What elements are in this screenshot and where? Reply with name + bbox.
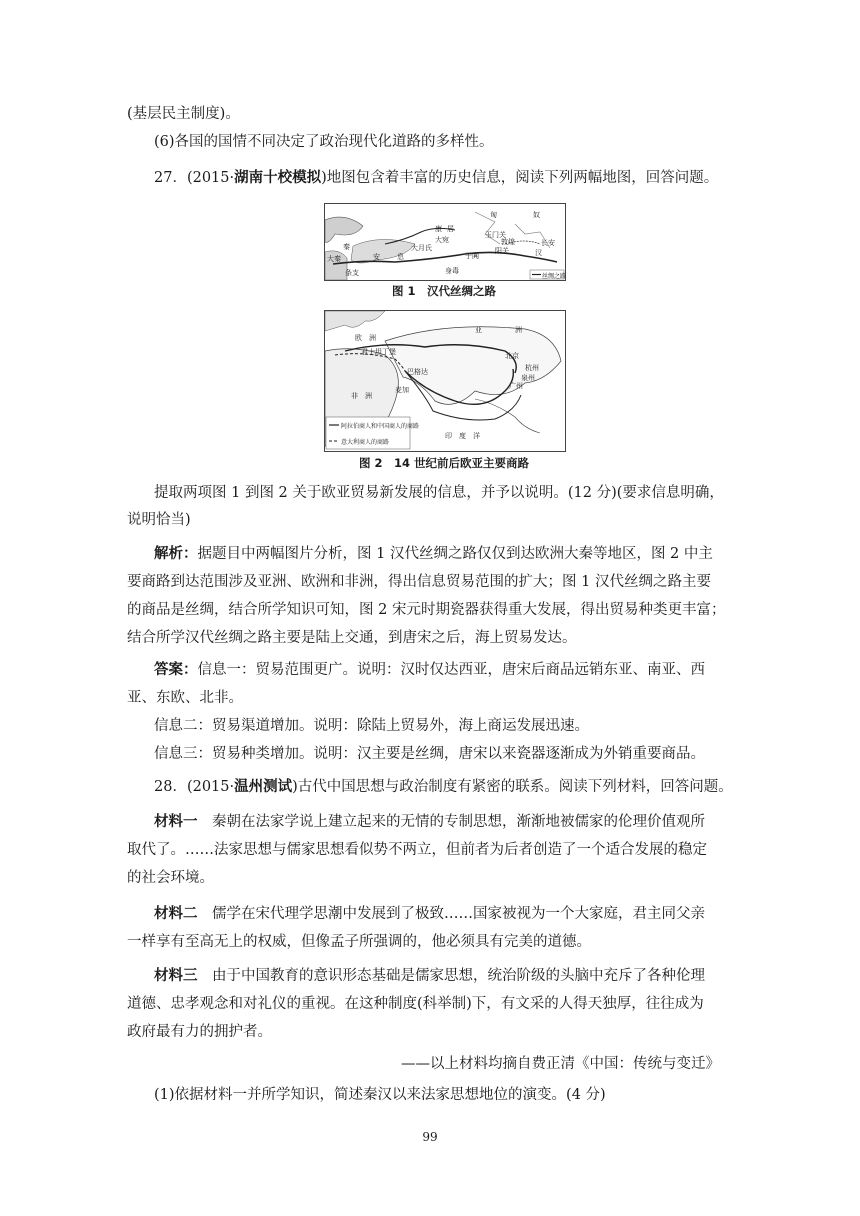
text-line: (基层民主制度)。 — [127, 106, 240, 122]
question-27-title — [154, 168, 764, 188]
text-line: 提取两项图 1 到图 2 关于欧亚贸易新发展的信息，并予以说明。(12 分)(要求信息明确， — [154, 485, 724, 501]
answer-label: 答案： — [154, 661, 198, 678]
map-label: 长安 — [541, 239, 555, 247]
text-line: (6)各国的国情不同决定了政治现代化道路的多样性。 — [154, 134, 494, 150]
figure-2-map — [324, 310, 566, 452]
map-label: 大秦 — [327, 255, 341, 263]
map-label: 匈 — [490, 211, 497, 219]
figure-1-caption: 图 1 汉代丝绸之路 — [391, 284, 496, 298]
page-number: 99 — [422, 1130, 438, 1144]
material-line: 政府最有力的拥护者。 — [127, 1024, 272, 1040]
question-source: 温州测试 — [234, 778, 293, 795]
question-text: )地图包含着丰富的历史信息，阅读下列两幅地图，回答问题。 — [321, 170, 719, 186]
material-label: 材料三 — [154, 967, 198, 984]
material-line — [154, 812, 764, 832]
map-label: 亚 — [475, 326, 482, 334]
material-line: 一样享有至高无上的权威，但像孟子所强调的，他必须具有完美的道德。 — [127, 934, 591, 950]
material-text: 秦朝在法家学说上建立起来的无情的专制思想，渐渐地被儒家的伦理价值观所 — [197, 814, 705, 830]
answer-line: 信息二：贸易渠道增加。说明：除陆上贸易外，海上商运发展迅速。 — [154, 718, 589, 734]
map-label: 康 — [435, 225, 442, 233]
map-label: 奴 — [533, 211, 540, 219]
map-label: 杭州 — [525, 364, 539, 372]
map-label: 居 — [447, 225, 454, 233]
map-label: 洲 — [369, 334, 376, 342]
material-line — [154, 904, 764, 924]
material-line: 取代了。……法家思想与儒家思想看似势不两立，但前者为后者创造了一个适合发展的稳定 — [127, 842, 707, 858]
material-label: 材料一 — [154, 813, 198, 830]
map-label: 条支 — [345, 269, 359, 277]
map-label: 阳关 — [495, 247, 509, 255]
map-label: 北京 — [505, 352, 519, 360]
question-source: 湖南十校模拟 — [234, 169, 322, 186]
answer-line: 亚、东欧、北非。 — [127, 690, 243, 706]
figure-2-caption: 图 2 14 世纪前后欧亚主要商路 — [358, 456, 529, 470]
map-label: 巴格达 — [407, 368, 428, 376]
map-label: 于阗 — [465, 252, 479, 260]
question-number: 28．(2015· — [154, 779, 235, 795]
map-label: 麦加 — [395, 386, 409, 394]
figure-1-map — [324, 203, 566, 281]
analysis-line — [154, 544, 764, 564]
map-label: 洲 — [365, 392, 372, 400]
map-label: 印 — [445, 432, 452, 440]
map-label: 秦 — [343, 243, 350, 251]
map-label: 君士坦丁堡 — [361, 348, 396, 356]
answer-line — [154, 660, 764, 680]
question-28-part-1: (1)依据材料一并所学知识，简述秦汉以来法家思想地位的演变。(4 分) — [154, 1087, 606, 1103]
question-28-title — [154, 777, 764, 797]
material-line: 道德、忠孝观念和对礼仪的重视。在这种制度(科举制)下，有文采的人得天独厚，往往成为 — [127, 996, 704, 1012]
map-label: 欧 — [355, 334, 362, 342]
map-legend: 丝绸之路 — [542, 273, 567, 280]
analysis-text: 据题目中两幅图片分析，图 1 汉代丝绸之路仅仅到达欧洲大秦等地区，图 2 中主 — [197, 546, 713, 562]
map-legend: 阿拉伯商人和中国商人的商路 — [341, 423, 420, 430]
text-line: 说明恰当) — [127, 512, 191, 528]
map-label: 洲 — [515, 326, 522, 334]
analysis-line: 要商路到达范围涉及亚洲、欧洲和非洲，得出信息贸易范围的扩大；图 1 汉代丝绸之路主要 — [127, 574, 711, 590]
source-note: ——以上材料均摘自费正清《中国：传统与变迁》 — [401, 1056, 720, 1072]
map-label: 广州 — [509, 382, 523, 390]
analysis-line: 的商品是丝绸，结合所学知识可知，图 2 宋元时期瓷器获得重大发展，得出贸易种类更丰富； — [127, 602, 726, 618]
analysis-line: 结合所学汉代丝绸之路主要是陆上交通，到唐宋之后，海上贸易发达。 — [127, 630, 577, 646]
question-number: 27．(2015· — [154, 170, 235, 186]
map-label: 泉州 — [521, 374, 535, 382]
map-label: 非 — [351, 392, 358, 400]
question-text: )古代中国思想与政治制度有紧密的联系。阅读下列材料，回答问题。 — [292, 779, 733, 795]
map-label: 汉 — [535, 249, 542, 257]
map-label: 安 — [373, 253, 380, 261]
map-label: 玉门关 — [485, 231, 506, 239]
answer-line: 信息三：贸易种类增加。说明：汉主要是丝绸，唐宋以来瓷器逐渐成为外销重要商品。 — [154, 746, 705, 762]
answer-text: 信息一：贸易范围更广。说明：汉时仅达西亚，唐宋后商品远销东亚、南亚、西 — [197, 662, 705, 678]
map-label: 息 — [397, 253, 404, 261]
material-label: 材料二 — [154, 905, 198, 922]
map-label: 大月氏 — [411, 244, 432, 252]
map-legend: 意大利商人的商路 — [341, 439, 390, 446]
map-label: 身毒 — [445, 267, 459, 275]
map-label: 洋 — [473, 432, 480, 440]
map-label: 大宛 — [435, 236, 449, 244]
material-line: 的社会环境。 — [127, 870, 214, 886]
map-label: 度 — [459, 432, 466, 440]
material-line — [154, 966, 764, 986]
material-text: 由于中国教育的意识形态基础是儒家思想，统治阶级的头脑中充斥了各种伦理 — [197, 968, 705, 984]
material-text: 儒学在宋代理学思潮中发展到了极致……国家被视为一个大家庭，君主同父亲 — [197, 906, 705, 922]
map-label: 敦煌 — [501, 238, 515, 246]
analysis-label: 解析： — [154, 545, 198, 562]
